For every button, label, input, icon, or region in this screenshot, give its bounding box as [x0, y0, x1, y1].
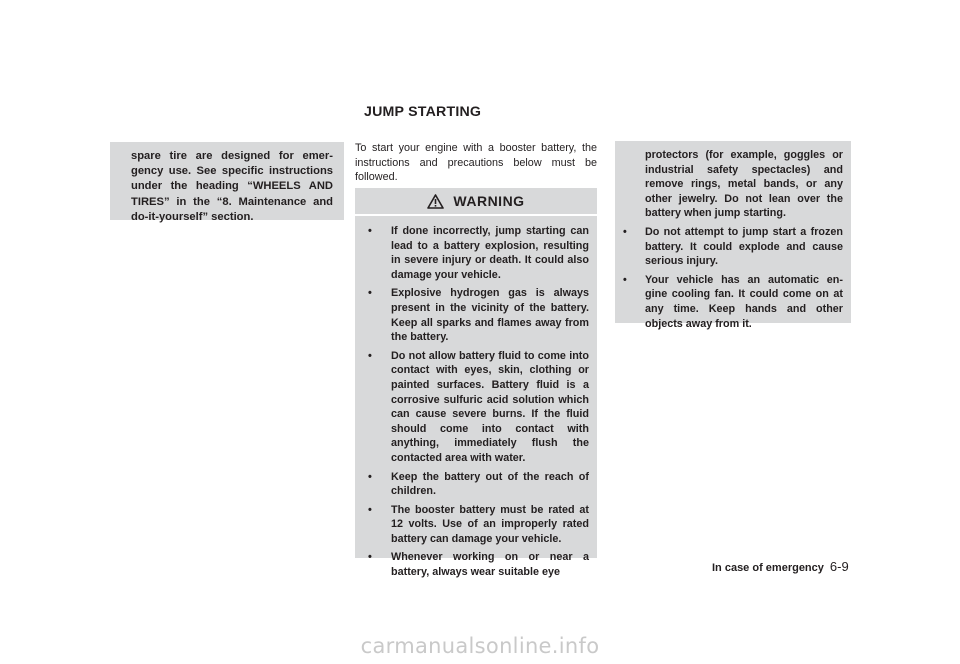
warning-item: [355, 224, 597, 282]
bullet: •: [368, 349, 372, 362]
warning-title: WARNING: [453, 193, 525, 209]
warning-item-text: Do not attempt to jump start a frozen battery. It could explode and cause serious injury.: [645, 225, 843, 268]
page-number: 6-9: [829, 559, 849, 574]
watermark: carmanualsonline.info: [360, 634, 600, 658]
warning-item: [355, 349, 597, 466]
warning-continuation-box: [615, 141, 851, 330]
warning-triangle-icon: [427, 194, 444, 209]
warning-item-text: Do not allow battery fluid to come into contact with eyes, skin, clothing or painted surfaces. Battery fluid is a corrosive sulfuric acid solution which can cause severe burns. If the fluid should come into contact with anything, immediately flush the contacted area with water.: [391, 349, 589, 464]
bullet: •: [368, 287, 372, 300]
warning-continuation-list: [615, 225, 851, 331]
warning-item: [615, 273, 851, 331]
warning-item-text: Your vehicle has an automatic en- gine cooling fan. It could come on at any time. Keep hands and other objects away from it.: [645, 273, 843, 330]
bullet: •: [368, 551, 372, 564]
section-title: JUMP STARTING: [364, 104, 482, 120]
bullet: •: [368, 225, 372, 237]
warning-item-text: Whenever working on or near a battery, always wear suitable eye: [391, 551, 589, 579]
bullet: •: [368, 503, 372, 516]
warning-item: [615, 225, 851, 269]
warning-header: [355, 188, 597, 216]
page-footer: [712, 559, 872, 574]
warning-continuation-text: protectors (for example, goggles or industrial safety spectacles) and remove rings, metal bands, or any other jewelry. Do not lean over the battery when jump starting.: [645, 149, 843, 220]
left-note-box: [110, 142, 344, 223]
warning-list: [355, 224, 597, 584]
warning-item: [355, 470, 597, 499]
left-note-text: spare tire are designed for emer- gency use. See specific instructions under the heading “WHEELS AND TIRES” in the “8. Maintenance and do-it-yourself” section.: [131, 150, 333, 223]
footer-section-name: In case of emergency: [712, 562, 824, 574]
warning-item-text: If done incorrectly, jump starting can lead to a battery explosion, resulting in severe injury or death. It could also damage your vehicle.: [391, 225, 589, 281]
warning-box: [355, 188, 597, 579]
warning-item: [355, 550, 597, 579]
bullet: •: [623, 225, 627, 238]
warning-item: [355, 286, 597, 344]
warning-item-text: The booster battery must be rated at 12 volts. Use of an improperly rated battery can damage your vehicle.: [391, 503, 589, 545]
warning-item: [355, 503, 597, 547]
warning-item-text: Explosive hydrogen gas is always present in the vicinity of the battery. Keep all sparks and flames away from the battery.: [391, 287, 589, 344]
bullet: •: [623, 273, 627, 286]
intro-paragraph: To start your engine with a booster battery, the instructions and precautions below must be followed.: [355, 142, 597, 184]
bullet: •: [368, 470, 372, 483]
warning-item-text: Keep the battery out of the reach of children.: [391, 470, 589, 498]
